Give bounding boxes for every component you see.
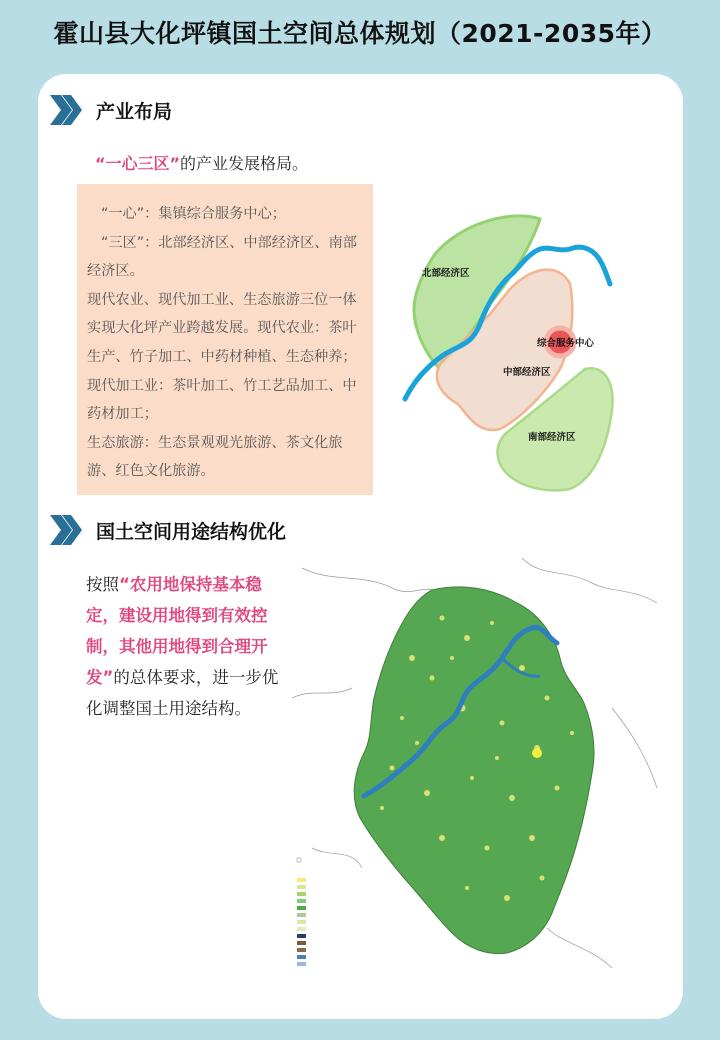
box-line: “一心”：集镇综合服务中心； bbox=[101, 206, 286, 222]
box-line: “三区”：北部经济区、中部经济区、南部经济区。 bbox=[87, 234, 357, 280]
map-label-middle: 中部经济区 bbox=[503, 367, 551, 378]
para-before: 按照 bbox=[86, 575, 119, 594]
land-use-paragraph bbox=[86, 569, 284, 724]
box-line: 现代农业、现代加工业、生态旅游三位一体实现大化坪产业跨越发展。现代农业：茶叶生产、竹子加工、中药材种植、生态种养；现代加工业：茶叶加工、竹工艺品加工、中药材加工； bbox=[87, 291, 357, 423]
industry-description-box bbox=[77, 184, 373, 495]
section-title: 国土空间用途结构优化 bbox=[96, 520, 287, 543]
section-heading-land-use bbox=[50, 515, 286, 545]
lead-rest: 的产业发展格局。 bbox=[180, 154, 309, 173]
box-line: 生态旅游：生态景观观光旅游、茶文化旅游、红色文化旅游。 bbox=[87, 434, 343, 480]
section-title: 产业布局 bbox=[96, 100, 173, 123]
layout-lead-text bbox=[95, 151, 308, 174]
map-label-center: 综合服务中心 bbox=[537, 338, 595, 349]
para-after: 的总体要求，进一步优化调整国土用途结构。 bbox=[86, 668, 279, 718]
industry-layout-map bbox=[400, 194, 620, 498]
land-use-map bbox=[292, 548, 662, 977]
section-heading-industry bbox=[50, 95, 172, 125]
lead-highlight: “一心三区” bbox=[95, 154, 181, 173]
map-label-south: 南部经济区 bbox=[528, 432, 576, 443]
double-chevron-icon bbox=[50, 515, 84, 545]
page-title: 霍山县大化坪镇国土空间总体规划（2021-2035年） bbox=[53, 19, 667, 48]
map-label-north: 北部经济区 bbox=[422, 268, 470, 279]
double-chevron-icon bbox=[50, 95, 84, 125]
para-highlight: “农用地保持基本稳定，建设用地得到有效控制，其他用地得到合理开发” bbox=[86, 575, 268, 687]
